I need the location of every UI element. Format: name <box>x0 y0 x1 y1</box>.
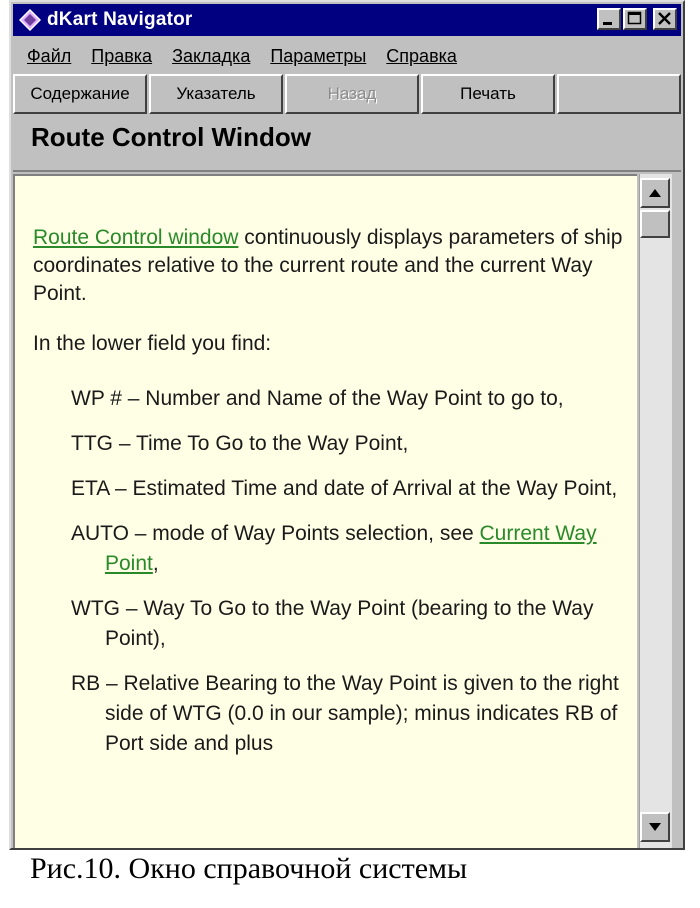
scroll-thumb[interactable] <box>640 210 670 238</box>
index-button[interactable]: Указатель <box>149 74 283 114</box>
figure-caption: Рис.10. Окно справочной системы <box>30 852 468 885</box>
intro-paragraph <box>33 224 623 308</box>
list-item-auto <box>71 519 631 579</box>
auto-text: AUTO – mode of Way Points selection, see <box>71 522 480 545</box>
window-border-strip <box>673 174 683 848</box>
list-item-ttg: TTG – Time To Go to the Way Point, <box>71 432 409 455</box>
help-window <box>9 0 685 850</box>
arrow-up-icon <box>648 188 662 198</box>
menu-bookmark[interactable] <box>172 46 250 67</box>
scroll-down-button[interactable] <box>640 812 670 842</box>
title-bar[interactable] <box>13 4 681 36</box>
close-icon <box>655 10 675 28</box>
list-item-eta: ETA – Estimated Time and date of Arrival at the Way Point, <box>71 477 618 500</box>
print-button[interactable]: Печать <box>421 74 555 114</box>
lower-field-text: In the lower field you find: <box>33 332 272 355</box>
window-title: dKart Navigator <box>47 9 193 30</box>
menu-bar <box>13 38 681 74</box>
menu-help[interactable] <box>386 46 457 67</box>
menu-file[interactable] <box>27 46 71 67</box>
menu-options[interactable] <box>270 46 366 67</box>
toolbar-empty-slot <box>557 74 681 114</box>
topic-content <box>13 174 637 848</box>
auto-tail: , <box>152 552 159 575</box>
minimize-button[interactable] <box>597 8 621 30</box>
topic-header <box>13 114 681 172</box>
list-item-wtg: WTG – Way To Go to the Way Point (bearing to the Way Point), <box>71 597 594 650</box>
app-icon <box>19 9 41 31</box>
close-button[interactable] <box>653 8 677 30</box>
field-list <box>71 384 631 774</box>
scroll-up-button[interactable] <box>640 178 670 208</box>
intro-text: continuously displays parameters of ship coordinates relative to the current route and the current Way Point. <box>33 226 623 305</box>
vertical-scrollbar[interactable] <box>639 174 672 848</box>
toolbar <box>13 74 681 114</box>
menu-edit-label: Правка <box>91 45 153 66</box>
route-control-window-link[interactable]: Route Control window <box>33 226 239 249</box>
contents-button[interactable]: Содержание <box>13 74 147 114</box>
menu-edit[interactable] <box>91 46 152 67</box>
list-item-wp: WP # – Number and Name of the Way Point to go to, <box>71 387 564 410</box>
back-button: Назад <box>285 74 419 114</box>
page-title: Route Control Window <box>31 122 311 152</box>
current-way-point-link[interactable]: Current Way Point <box>105 522 597 575</box>
maximize-button[interactable] <box>623 8 647 30</box>
menu-options-label: Параметры <box>270 45 367 66</box>
menu-file-label: Файл <box>27 45 72 66</box>
menu-bookmark-label: Закладка <box>172 45 251 66</box>
menu-help-label: Справка <box>386 45 457 66</box>
list-item-rb: RB – Relative Bearing to the Way Point is given to the right side of WTG (0.0 in our sample); minus indicates RB of Port side and plus <box>71 672 619 755</box>
minimize-icon <box>599 10 619 28</box>
arrow-down-icon <box>648 822 662 832</box>
maximize-icon <box>625 10 645 28</box>
window-controls <box>597 8 677 30</box>
